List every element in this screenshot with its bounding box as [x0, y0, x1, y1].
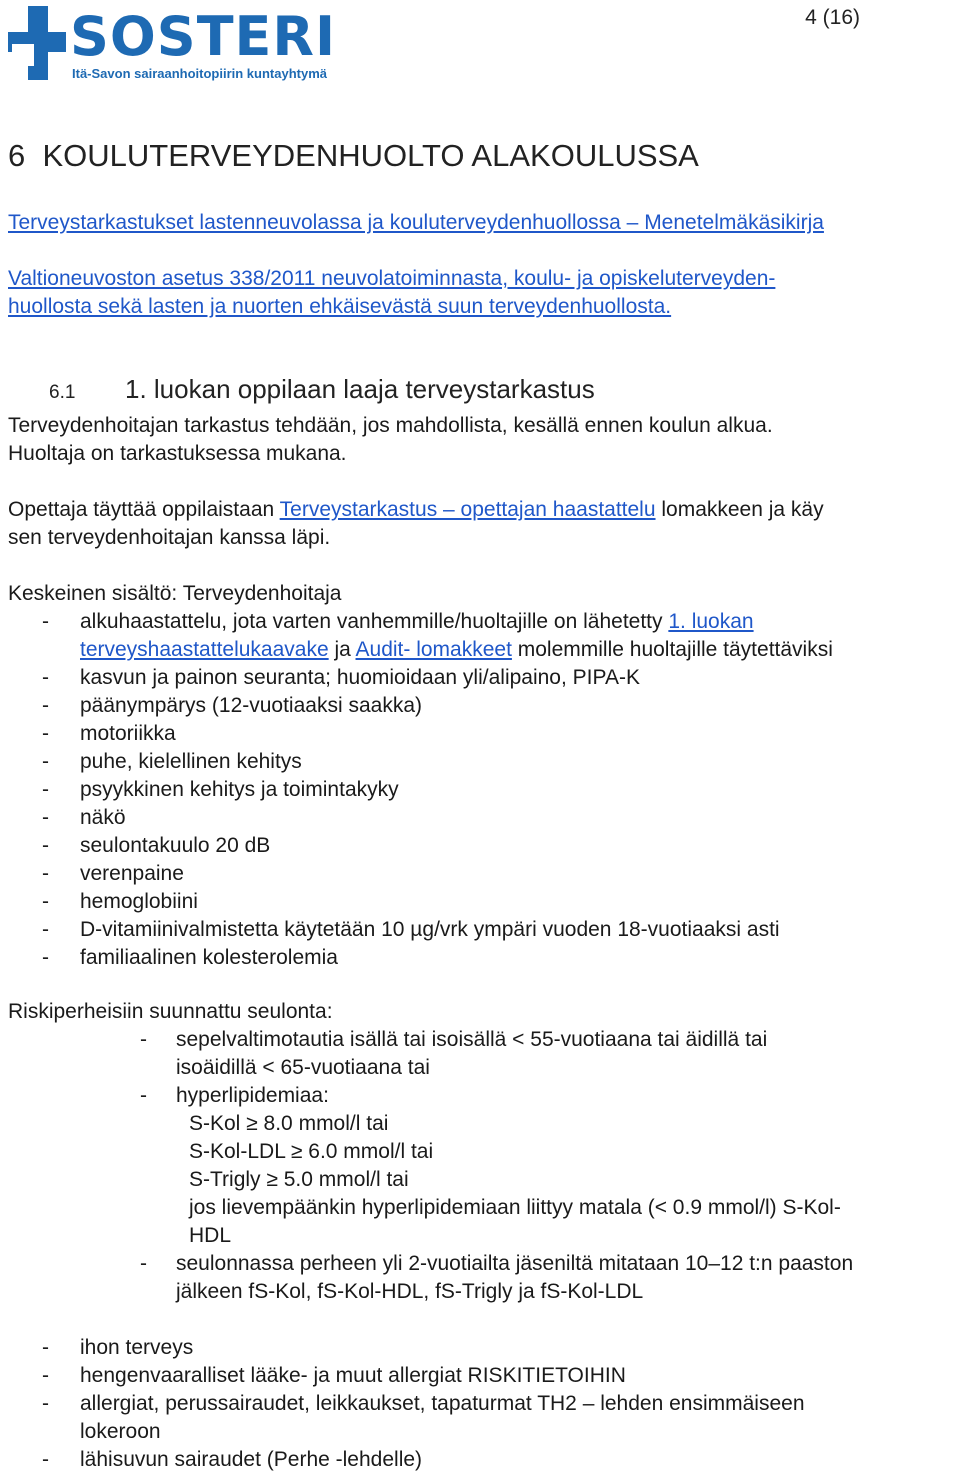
list-dash: - — [140, 1084, 147, 1107]
list-item-text: ja — [328, 638, 356, 661]
asetus-link-part2[interactable]: huollosta sekä lasten ja nuorten ehkäisevästä suun terveydenhuollosta. — [8, 295, 672, 318]
list-dash: - — [42, 946, 49, 969]
list-item-text: hyperlipidemiaa: — [176, 1084, 329, 1107]
logo-wordmark: SOSTERI — [70, 5, 337, 68]
para1-line1: Terveydenhoitajan tarkastus tehdään, jos mahdollista, kesällä ennen koulun alkua. — [8, 414, 773, 437]
list-item — [8, 748, 833, 776]
list-item-text: verenpaine — [80, 862, 184, 885]
list-item-text: psyykkinen kehitys ja toimintakyky — [80, 778, 399, 801]
hyperlipidemia-criteria-2: S-Kol-LDL ≥ 6.0 mmol/l tai — [189, 1140, 434, 1163]
subsection-heading — [49, 374, 595, 405]
list-dash: - — [42, 1392, 49, 1415]
list-dash: - — [42, 778, 49, 801]
list-item-text: jälkeen fS-Kol, fS-Kol-HDL, fS-Trigly ja fS-Kol-LDL — [176, 1280, 644, 1303]
list-dash: - — [42, 890, 49, 913]
list-item — [8, 720, 833, 748]
list-item-text: ihon terveys — [80, 1336, 194, 1359]
list-dash: - — [42, 1364, 49, 1387]
list-item — [8, 776, 833, 804]
list-item-text: päänympärys (12-vuotiaaksi saakka) — [80, 694, 422, 717]
list-item — [140, 1082, 767, 1110]
list-item — [8, 944, 833, 972]
hyperlipidemia-criteria-4: jos lievempäänkin hyperlipidemiaan liittyy matala (< 0.9 mmol/l) S-Kol- — [189, 1196, 841, 1219]
content-list — [8, 608, 833, 972]
hyperlipidemia-criteria-3: S-Trigly ≥ 5.0 mmol/l tai — [189, 1168, 409, 1191]
list-item — [8, 692, 833, 720]
risk-heading: Riskiperheisiin suunnattu seulonta: — [8, 1000, 333, 1023]
para2-text-after: lomakkeen ja käy — [655, 498, 824, 521]
section-number: 6 — [8, 138, 26, 173]
list-item-text: seulontakuulo 20 dB — [80, 834, 271, 857]
list-dash: - — [42, 918, 49, 941]
list-item-text: sepelvaltimotautia isällä tai isoisällä < 55-vuotiaana tai äidillä tai — [176, 1028, 768, 1051]
list-item — [8, 804, 833, 832]
list-item-text: seulonnassa perheen yli 2-vuotiailta jäseniltä mitataan 10–12 t:n paaston — [176, 1252, 854, 1275]
list-dash: - — [42, 834, 49, 857]
list-item-text: allergiat, perussairaudet, leikkaukset, tapaturmat TH2 – lehden ensimmäiseen — [80, 1392, 805, 1415]
final-list — [8, 1334, 805, 1474]
asetus-link-line-1 — [8, 265, 775, 293]
list-item-text: hemoglobiini — [80, 890, 198, 913]
list-dash: - — [42, 1448, 49, 1471]
list-item — [140, 1250, 853, 1306]
list-dash: - — [42, 610, 49, 633]
terveyshaastattelukaavake-link[interactable]: terveyshaastattelukaavake — [80, 638, 329, 661]
risk-list-b — [140, 1250, 853, 1306]
asetus-link-line-2 — [8, 293, 671, 321]
list-item-text: D-vitamiinivalmistetta käytetään 10 µg/vrk ympäri vuoden 18-vuotiaaksi asti — [80, 918, 780, 941]
list-dash: - — [42, 722, 49, 745]
risk-list-a — [140, 1026, 767, 1110]
hyperlipidemia-criteria-4-cont: HDL — [189, 1224, 232, 1247]
list-item-text: näkö — [80, 806, 126, 829]
list-item-text: puhe, kielellinen kehitys — [80, 750, 302, 773]
list-item-text: kasvun ja painon seuranta; huomioidaan yli/alipaino, PIPA-K — [80, 666, 640, 689]
para2-line1 — [8, 496, 824, 524]
luokan-link[interactable]: 1. luokan — [668, 610, 754, 633]
list-item — [140, 1026, 767, 1082]
para2-line2: sen terveydenhoitajan kanssa läpi. — [8, 526, 331, 549]
list-item-text: lokeroon — [80, 1420, 161, 1443]
list-item — [8, 664, 833, 692]
list-dash: - — [42, 1336, 49, 1359]
menetelmakasikirja-link[interactable]: Terveystarkastukset lastenneuvolassa ja kouluterveydenhuollossa – Menetelmäkäsikirja — [8, 211, 824, 234]
list-item-text: lähisuvun sairaudet (Perhe -lehdelle) — [80, 1448, 423, 1471]
list-item — [8, 860, 833, 888]
list-item — [8, 888, 833, 916]
page-number: 4 (16) — [805, 6, 860, 29]
list-item — [8, 1362, 805, 1390]
list-item — [8, 1334, 805, 1362]
list-dash: - — [42, 862, 49, 885]
list-dash: - — [42, 750, 49, 773]
hyperlipidemia-criteria-1: S-Kol ≥ 8.0 mmol/l tai — [189, 1112, 389, 1135]
list-item — [8, 832, 833, 860]
list-dash: - — [140, 1028, 147, 1051]
list-item — [8, 1446, 805, 1474]
list-dash: - — [42, 806, 49, 829]
para1-line2: Huoltaja on tarkastuksessa mukana. — [8, 442, 347, 465]
subsection-number: 6.1 — [49, 382, 76, 403]
list-item-text: motoriikka — [80, 722, 176, 745]
content-heading: Keskeinen sisältö: Terveydenhoitaja — [8, 582, 342, 605]
logo-subtitle: Itä-Savon sairaanhoitopiirin kuntayhtymä — [72, 66, 327, 81]
opettajan-haastattelu-link[interactable]: Terveystarkastus – opettajan haastattelu — [279, 498, 656, 521]
audit-lomakkeet-link[interactable]: Audit- lomakkeet — [355, 638, 512, 661]
section-title: KOULUTERVEYDENHUOLTO ALAKOULUSSA — [42, 138, 699, 173]
list-item-text: molemmille huoltajille täytettäviksi — [511, 638, 833, 661]
list-dash: - — [140, 1252, 147, 1275]
list-item-text: familiaalinen kolesterolemia — [80, 946, 338, 969]
para2-text-before: Opettaja täyttää oppilaistaan — [8, 498, 280, 521]
menetelmakasikirja-link-line — [8, 209, 824, 237]
list-item-text: alkuhaastattelu, jota varten vanhemmille/huoltajille on lähetetty — [80, 610, 669, 633]
section-heading — [8, 138, 699, 174]
list-dash: - — [42, 694, 49, 717]
asetus-link-part1[interactable]: Valtioneuvoston asetus 338/2011 neuvolatoiminnasta, koulu- ja opiskeluterveyden- — [8, 267, 776, 290]
subsection-title: 1. luokan oppilaan laaja terveystarkastus — [125, 374, 595, 404]
list-item — [8, 608, 833, 664]
list-item — [8, 1390, 805, 1446]
list-item-text: hengenvaaralliset lääke- ja muut allergiat RISKITIETOIHIN — [80, 1364, 626, 1387]
list-item — [8, 916, 833, 944]
cross-icon — [6, 4, 68, 82]
sosteri-logo — [6, 4, 366, 82]
list-dash: - — [42, 666, 49, 689]
list-item-text: isoäidillä < 65-vuotiaana tai — [176, 1056, 430, 1079]
